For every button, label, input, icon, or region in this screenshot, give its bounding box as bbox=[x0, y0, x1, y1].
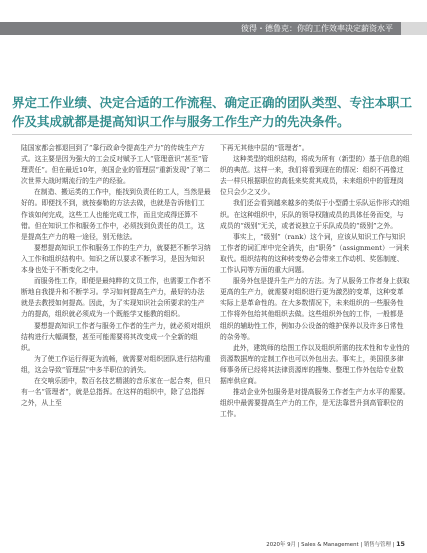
paragraph: 服务外包是提升生产力的方法。为了从服务工作者身上获取更高的生产力，就需要对组织进行更为激烈的变革，这种变革实际上是革命性的。在大多数情况下，未来组织的一些服务性工作将外包给其他组织去做。这些组织外包的工作，一般都是组织的辅助性工作，例如办公设备的维护保养以及许多日常性的杂务等。 bbox=[220, 277, 410, 341]
paragraph: 事实上，“级别”（rank）这个词，应该从知识工作与知识工作者的词汇库中完全消失，由“职务”（assignment）一词来取代。组织结构的这种转变势必会带来工作动机、奖惩制度、工作认同等方面的重大问题。 bbox=[220, 232, 410, 275]
running-header-title: 彼得・德鲁克：你的工作效率决定薪资水平 bbox=[241, 24, 393, 33]
footer-text: 2020年 9月 | Sales & Management | 销售与管理 | bbox=[266, 542, 395, 548]
paragraph: 要想提高知识工作者与服务工作者的生产力，就必须对组织结构进行大幅调整，甚至可能需要将其改变成一个全新的组织。 bbox=[21, 321, 211, 352]
paragraph: 下再无其他中层的“管理者”。 bbox=[220, 144, 309, 152]
divider bbox=[12, 134, 412, 135]
page-footer bbox=[266, 540, 405, 549]
paragraph: 陆国家都会都退回到了“靠行政命令提高生产力”的传统生产方式。这主要是因为强大的工会反对赋予工人“管理意识”甚至“管理责任”。但在最近10年，美国企业的管理层“重新发现”了第二次世界大战时期流行的生产的经验。 bbox=[21, 144, 210, 186]
paragraph: 而服务性工作，即便是最纯粹的文员工作，也需要工作者不断地自我提升和不断学习。学习如何提高生产力，最好的办法就是去教授如何提高。因此，为了实现知识社会所要求的生产力的提高，组织就必须成为一个既能学又能教的组织。 bbox=[21, 277, 211, 319]
paragraph: 我们还会看到越来越多的类似于小型爵士乐队运作形式的组织。在这种组织中，乐队的领导权随成员的具体任务而变，与成员的“级别”无关，或者说独立于乐队成员的“级别”之外。 bbox=[220, 199, 410, 230]
paragraph: 在制造、搬运类的工作中，能找到负责任的工人，当然是最好的。即便找不到，就按泰勒的方法去做，也就是告诉他们工作该如何完成，这些工人也能完成工作，而且完成得还算不错。但在知识工作和服务工作中，必须找到负责任的员工，这是提高生产力的唯一途径，别无他法。 bbox=[21, 188, 211, 241]
paragraph: 要想提高知识工作和服务工作的生产力，就要把不断学习纳入工作和组织结构中。知识之所以要求不断学习，是因为知识本身也处于不断变化之中。 bbox=[21, 243, 211, 275]
page-number: 15 bbox=[396, 540, 405, 548]
paragraph: 为了使工作运行得更为流畅，就需要对组织团队进行结构重组，这会导致“管理层”中多半职位的消失。 bbox=[21, 354, 211, 374]
header-accent-block bbox=[401, 22, 427, 35]
paragraph: 这种类型的组织结构，将成为所有（新型的）基于信息的组织的典范。这样一来，我们将看到现在的情况：组织不再像过去一样只根据职位的高低来奖赏其成员，未来组织中的管理岗位只会少之又少。 bbox=[220, 155, 410, 197]
article-column-left bbox=[21, 143, 211, 539]
paragraph: 推动企业外包服务是对提高服务工作者生产力水平的需要。组织中最需要提高生产力的工作，是无法靠晋升到高管职位的工作。 bbox=[220, 388, 410, 419]
article-headline: 界定工作业绩、决定合适的工作流程、确定正确的团队类型、专注本职工作及其成就都是提高知识工作与服务工作生产力的先决条件。 bbox=[12, 95, 413, 129]
article-column-right bbox=[220, 143, 410, 539]
paragraph: 在交响乐团中，数百名技艺精湛的音乐家在一起合奏，但只有一名“管理者”，就是总指挥。在这样的组织中，除了总指挥之外，从上至 bbox=[21, 376, 211, 408]
paragraph: 此外，建筑师的绘图工作以及组织所需的技术性和专业性的资源数据库的定制工作也可以外包出去。事实上，美国很多律师事务所已经将其法律资源库的搜集、整理工作外包给专业数据库供应商。 bbox=[220, 343, 410, 385]
